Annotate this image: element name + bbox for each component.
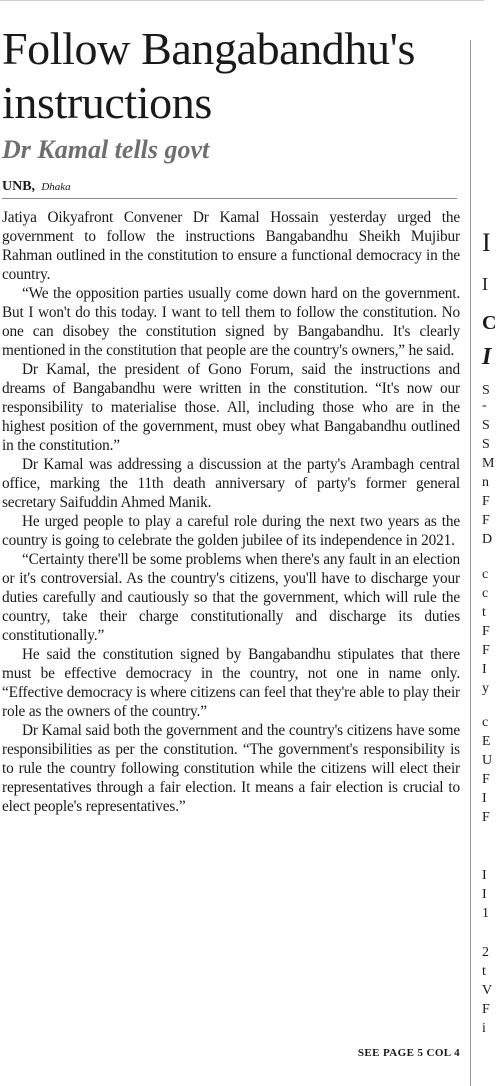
adjacent-glyph: t — [482, 964, 486, 979]
adjacent-glyph: i — [482, 1021, 486, 1036]
adjacent-glyph: F — [482, 772, 490, 787]
adjacent-glyph: c — [482, 567, 489, 582]
adjacent-glyph: F — [482, 494, 490, 509]
adjacent-glyph: I — [482, 228, 491, 257]
adjacent-glyph: F — [482, 810, 490, 825]
adjacent-glyph: S — [482, 383, 490, 398]
adjacent-glyph: F — [482, 513, 490, 528]
adjacent-glyph: V — [482, 983, 493, 998]
adjacent-glyph: M — [482, 456, 495, 471]
adjacent-glyph: D — [482, 532, 493, 547]
adjacent-glyph: F — [482, 624, 490, 639]
adjacent-glyph: I — [482, 274, 488, 294]
adjacent-glyph: F — [482, 643, 490, 658]
adjacent-glyph: I — [482, 344, 492, 370]
adjacent-glyph: I — [482, 868, 487, 883]
adjacent-glyph: t — [482, 605, 486, 620]
adjacent-glyph: 2 — [482, 945, 489, 960]
adjacent-column-fragment — [474, 0, 496, 1086]
article-subhead: Dr Kamal tells govt — [2, 135, 210, 164]
article-paragraph: “We the opposition parties usually come down hard on the government. But I won't do this today. I want to tell them to follow the constitution. No one can disobey the constitution signed by Bangabandhu. It's clearly mentioned in the constitution that people are the country's owners,” he said. — [2, 285, 460, 359]
adjacent-glyph: c — [482, 715, 489, 730]
adjacent-glyph: 1 — [482, 906, 489, 921]
byline — [2, 178, 71, 195]
adjacent-glyph: I — [482, 887, 487, 902]
adjacent-glyph: y — [482, 681, 489, 696]
adjacent-glyph: E — [482, 734, 491, 749]
column-divider — [470, 40, 471, 1086]
adjacent-glyph: - — [482, 398, 487, 413]
adjacent-glyph: S — [482, 437, 490, 452]
article-paragraph: Jatiya Oikyafront Convener Dr Kamal Hossain yesterday urged the government to follow the instructions Bangabandhu Sheikh Mujibur Rahman outlined in the constitution to ensure a functional democracy in the country. — [2, 209, 460, 283]
byline-divider — [2, 198, 457, 199]
article-headline: Follow Bangabandhu's instructions — [2, 23, 415, 128]
adjacent-glyph: U — [482, 753, 493, 768]
adjacent-glyph: S — [482, 418, 490, 433]
adjacent-glyph: I — [482, 791, 487, 806]
article-body — [2, 208, 460, 816]
article-paragraph: He urged people to play a careful role during the next two years as the country is going to celebrate the golden jubilee of its independence in 2021. — [2, 513, 460, 549]
adjacent-glyph: c — [482, 586, 489, 601]
article-paragraph: Dr Kamal was addressing a discussion at the party's Arambagh central office, marking the 11th death anniversary of party's former general secretary Saifuddin Ahmed Manik. — [2, 456, 460, 511]
article-paragraph: He said the constitution signed by Bangabandhu stipulates that there must be effective democracy in the country, not one in name only. “Effective democracy is where citizens can feel that they're able to play their role as the owners of the country.” — [2, 646, 460, 720]
continuation-jump: SEE PAGE 5 COL 4 — [357, 1047, 460, 1059]
adjacent-glyph: n — [482, 475, 489, 490]
article-paragraph: “Certainty there'll be some problems when there's any fault in an election or it's controversial. As the country's citizens, you'll have to discharge your duties carefully and cautiously so that the government, which will rule the country, take their charge constitutionally and discharge its duties constitutionally.” — [2, 551, 460, 644]
adjacent-glyph: C — [482, 312, 496, 334]
adjacent-glyph: I — [482, 662, 487, 677]
byline-agency: UNB, — [2, 179, 36, 194]
adjacent-glyph: F — [482, 1002, 490, 1017]
byline-dateline: Dhaka — [41, 181, 71, 193]
article-paragraph: Dr Kamal, the president of Gono Forum, said the instructions and dreams of Bangabandhu were written in the constitution. “It's now our responsibility to materialise those. All, including those who are in the highest position of the government, must obey what Bangabandhu outlined in the constitution.” — [2, 361, 460, 454]
article-paragraph: Dr Kamal said both the government and the country's citizens have some responsibilities as per the constitution. “The government's responsibility is to rule the country following constitution while the citizens will elect their representatives through a fair election. It means a fair election is crucial to elect people's representatives.” — [2, 722, 460, 815]
